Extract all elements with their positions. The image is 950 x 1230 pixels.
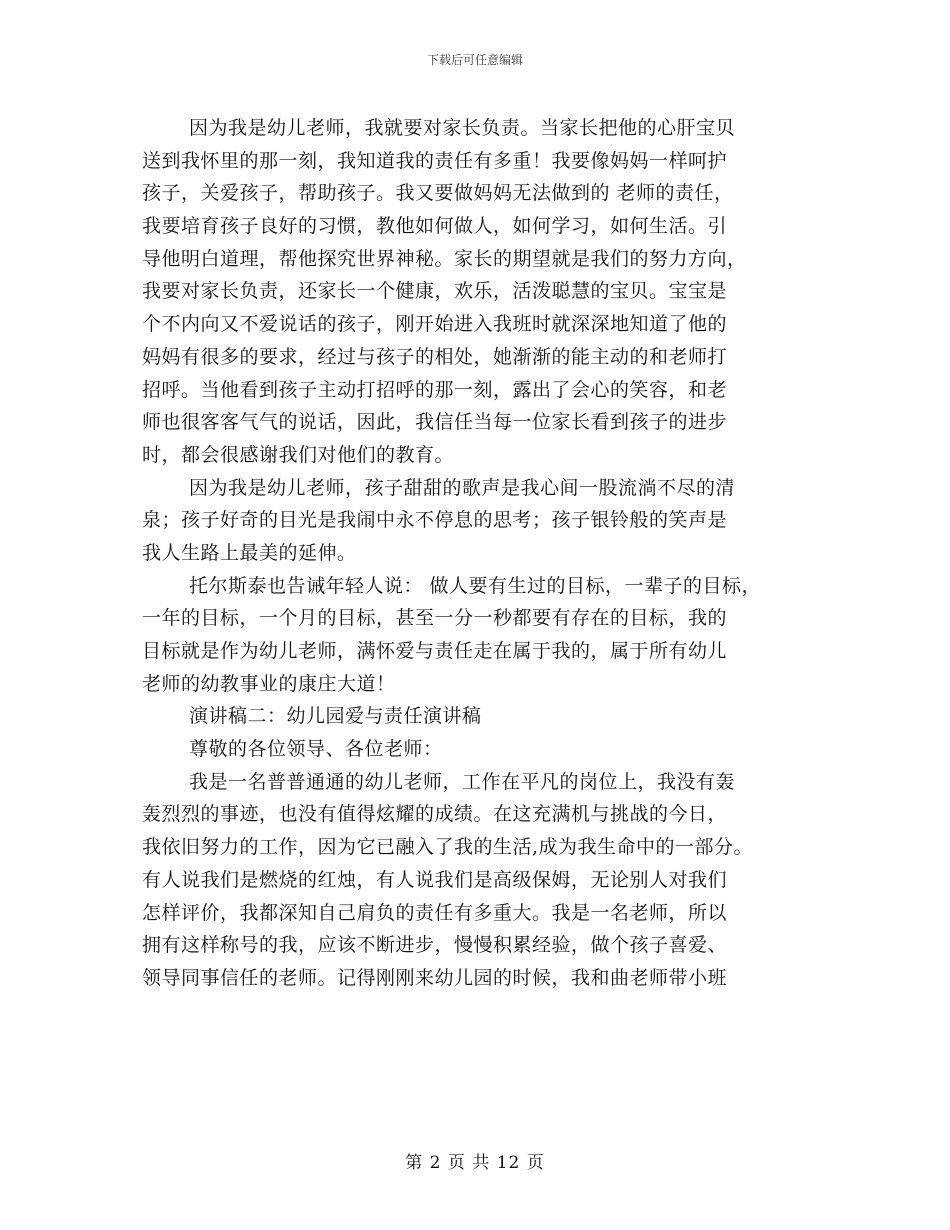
paragraph-line: 我依旧努力的工作，因为它已融入了我的生活,成为我生命中的一部分。 [142, 836, 754, 859]
section-heading: 演讲稿二：幼儿园爱与责任演讲稿 [189, 705, 482, 728]
document-body [142, 112, 822, 995]
paragraph-line: 师也很客客气气的说话，因此，我信任当每一位家长看到孩子的进步 [142, 411, 728, 434]
paragraph-line: 有人说我们是燃烧的红烛，有人说我们是高级保姆，无论别人对我们 [142, 868, 728, 891]
paragraph-line: 孩子，关爱孩子，帮助孩子。我又要做妈妈无法做到的 老师的责任， [142, 182, 734, 205]
paragraph-line: 老师的幼教事业的康庄大道！ [142, 672, 396, 695]
page-number-footer: 第 2 页 共 12 页 [405, 1153, 545, 1173]
paragraph-line: 我人生路上最美的延伸。 [142, 541, 357, 564]
paragraph-line: 时，都会很感谢我们对他们的教育。 [142, 443, 455, 466]
paragraph-line: 妈妈有很多的要求，经过与孩子的相处，她渐渐的能主动的和老师打 [142, 345, 728, 368]
paragraph-line: 领导同事信任的老师。记得刚刚来幼儿园的时候，我和曲老师带小班 [142, 966, 728, 989]
paragraph-line: 目标就是作为幼儿老师，满怀爱与责任走在属于我的，属于所有幼儿 [142, 640, 728, 662]
paragraph-line: 我要培育孩子良好的习惯，教他如何做人，如何学习，如何生活。引 [142, 215, 728, 238]
paragraph-line: 导他明白道理，帮他探究世界神秘。家长的期望就是我们的努力方向， [142, 247, 747, 270]
paragraph-line: 一年的目标，一个月的目标，甚至一分一秒都要有存在的目标，我的 [142, 607, 728, 630]
paragraph-line: 拥有这样称号的我，应该不断进步，慢慢积累经验，做个孩子喜爱、 [142, 934, 728, 957]
paragraph-line: 泉；孩子好奇的目光是我闹中永不停息的思考；孩子银铃般的笑声是 [142, 509, 728, 532]
paragraph-line: 招呼。当他看到孩子主动打招呼的那一刻，露出了会心的笑容，和老 [142, 378, 728, 401]
paragraph-line: 个不内向又不爱说话的孩子，刚开始进入我班时就深深地知道了他的 [142, 313, 728, 336]
paragraph-line: 因为我是幼儿老师，我就要对家长负责。当家长把他的心肝宝贝 [189, 117, 736, 139]
salutation-line: 尊敬的各位领导、各位老师： [189, 738, 443, 761]
paragraph-line: 我要对家长负责，还家长一个健康，欢乐，活泼聪慧的宝贝。宝宝是 [142, 280, 728, 303]
paragraph-line: 送到我怀里的那一刻，我知道我的责任有多重！我要像妈妈一样呵护 [142, 149, 728, 172]
paragraph-line: 托尔斯泰也告诫年轻人说： 做人要有生过的目标，一辈子的目标， [189, 574, 762, 597]
paragraph-line: 因为我是幼儿老师，孩子甜甜的歌声是我心间一股流淌不尽的清 [189, 476, 736, 499]
page-header: 下载后可任意编辑 [426, 53, 523, 67]
paragraph-line: 轰烈烈的事迹，也没有值得炫耀的成绩。在这充满机与挑战的今日， [142, 803, 728, 826]
paragraph-line: 怎样评价，我都深知自己肩负的责任有多重大。我是一名老师，所以 [142, 901, 728, 924]
paragraph-line: 我是一名普普通通的幼儿老师，工作在平凡的岗位上，我没有轰 [189, 770, 736, 793]
